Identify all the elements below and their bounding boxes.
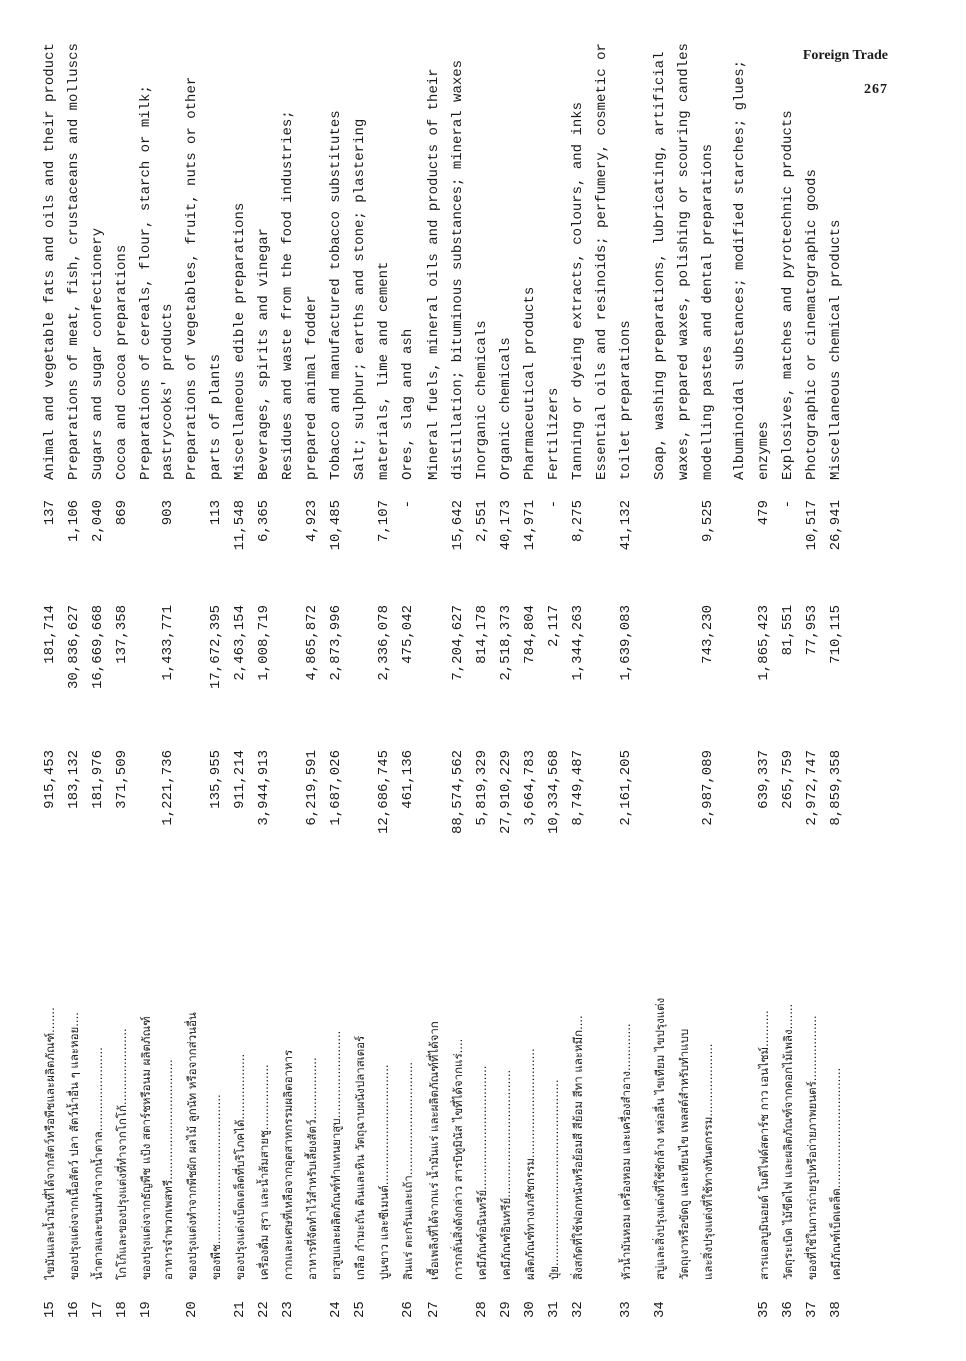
english-description: Salt; sulphur; earths and stone; plastering (352, 118, 368, 480)
row-number: 27 (426, 1301, 442, 1318)
row-number: 16 (66, 1301, 82, 1318)
row-number: 33 (618, 1301, 634, 1318)
english-description: Inorganic chemicals (474, 320, 490, 480)
value-baht: 814,178 (474, 605, 490, 664)
quantity-value: 2,972,747 (804, 750, 820, 826)
quantity-value: 12,686,745 (376, 750, 392, 835)
thai-description: สารแอลบูมินอยด์ โมดิไฟด์สตาร์ช กาว เอนไซม์.......... (757, 1010, 771, 1280)
quantity-value: 265,759 (780, 750, 796, 809)
quantity-value: 915,453 (42, 750, 58, 809)
value-other: 6,365 (256, 500, 272, 543)
row-number: 19 (138, 1301, 154, 1318)
quantity-value: 3,664,783 (522, 750, 538, 826)
thai-description: กากและเศษที่เหลือจากอุตสาหกรรมผลิตอาหาร (281, 1049, 295, 1280)
quantity-value: 1,687,026 (328, 750, 344, 826)
quantity-value: 135,955 (208, 750, 224, 809)
english-description: waxes, prepared waxes, polishing or scouring candles (676, 43, 692, 480)
value-baht: 2,117 (546, 605, 562, 648)
english-description: Albuminoidal substances; modified starches; glues; (732, 59, 748, 480)
row-number: 22 (256, 1301, 272, 1318)
thai-description: อาหารจำพวกเพสทรี................................. (161, 1059, 175, 1280)
value-baht: 4,865,872 (304, 605, 320, 681)
value-other: 869 (114, 500, 130, 526)
thai-description: หัวน้ำมันหอม เครื่องหอม และเครื่องสำอาง............. (619, 1023, 633, 1280)
thai-description: วัตถุเงาหรือขัดถู และเทียนไข เพลสต์สำหรับทำแบบ (677, 1028, 691, 1280)
english-description: materials, lime and cement (376, 261, 392, 480)
thai-description: การกลั่นสิ่งดังกล่าว สารบิทูมินัส ไขที่ได้จากแร่.... (451, 1038, 465, 1280)
value-other: 2,551 (474, 500, 490, 543)
value-baht: 2,336,078 (376, 605, 392, 681)
english-description: Preparations of vegetables, fruit, nuts or other (184, 76, 200, 480)
thai-description: โกโก้และของปรุงแต่งที่ทำจากโกโก้..................... (115, 1028, 129, 1280)
value-baht: 81,551 (780, 605, 796, 656)
row-number: 38 (828, 1301, 844, 1318)
quantity-value: 8,749,487 (570, 750, 586, 826)
value-other: 26,941 (828, 500, 844, 551)
thai-description: วัตถุระเบิด ไม้ขีดไฟ และผลิตภัณฑ์จากดอกไม้เพลิง....... (781, 1003, 795, 1280)
english-description: modelling pastes and dental preparations (700, 143, 716, 480)
thai-description: ของปรุงแต่งจากเนื้อสัตว์ ปลา สัตว์น้ำอื่น ๆ และหอย.... (67, 1012, 81, 1280)
row-number: 20 (184, 1301, 200, 1318)
row-number: 15 (42, 1301, 58, 1318)
value-baht: 17,672,395 (208, 605, 224, 690)
english-description: Mineral fuels, mineral oils and products of their (426, 68, 442, 480)
thai-description: สิ่งสกัดที่ใช้ฟอกหนังหรือย้อมสี สีย้อม สีทา และหมึก.... (571, 1015, 585, 1280)
thai-description: ปุ๋ย................................................... (547, 1079, 561, 1280)
quantity-value: 6,219,591 (304, 750, 320, 826)
value-baht: 1,639,083 (618, 605, 634, 681)
thai-description: ไขมันและน้ำมันที่ได้จากสัตว์หรือพืชและผลิตภัณฑ์....... (43, 1007, 57, 1280)
english-description: Fertilizers (546, 387, 562, 480)
thai-description: และสิ่งปรุงแต่งที่ใช้ทางทันตกรรม.................... (701, 1043, 715, 1280)
thai-description: เคมีภัณฑ์อินทรีย์................................... (499, 1069, 513, 1280)
row-number: 32 (570, 1301, 586, 1318)
row-number: 29 (498, 1301, 514, 1318)
quantity-value: 3,944,913 (256, 750, 272, 826)
value-baht: 7,204,627 (450, 605, 466, 681)
value-other: - (546, 500, 562, 509)
english-description: Soap, washing preparations, lubricating, artificial (652, 51, 668, 480)
english-description: Animal and vegetable fats and oils and their product (42, 43, 58, 480)
value-other: 1,106 (66, 500, 82, 543)
thai-description: สินแร่ ตะกรันและเถ้า............................... (401, 1061, 415, 1280)
value-baht: 181,714 (42, 605, 58, 664)
value-other: 11,548 (232, 500, 248, 551)
row-number: 28 (474, 1301, 490, 1318)
row-number: 21 (232, 1301, 248, 1318)
row-number: 24 (328, 1301, 344, 1318)
row-number: 34 (652, 1301, 668, 1318)
english-description: Essential oils and resinoids; perfumery, cosmetic or (594, 43, 610, 480)
value-baht: 1,008,719 (256, 605, 272, 681)
thai-description: ของปรุงแต่งจากธัญพืช แป้ง สตาร์ชหรือนม ผลิตภัณฑ์ (139, 1016, 153, 1280)
english-description: pastrycooks' products (160, 303, 176, 480)
english-description: prepared animal fodder (304, 295, 320, 480)
value-baht: 743,230 (700, 605, 716, 664)
value-other: 10,485 (328, 500, 344, 551)
english-description: Photographic or cinematographic goods (804, 169, 820, 480)
value-other: 9,525 (700, 500, 716, 543)
english-description: Cocoa and cocoa preparations (114, 244, 130, 480)
section-title: Foreign Trade (802, 48, 888, 63)
value-baht: 784,804 (522, 605, 538, 664)
english-description: parts of plants (208, 353, 224, 480)
value-other: 41,132 (618, 500, 634, 551)
value-other: 8,275 (570, 500, 586, 543)
quantity-value: 2,161,205 (618, 750, 634, 826)
thai-description: เครื่องดื่ม สุรา และน้ำส้มสายชู.................. (257, 1064, 271, 1280)
thai-description: ยาสูบและผลิตภัณฑ์ทำแทนยาสูบ........................ (329, 1030, 343, 1280)
value-baht: 16,669,668 (90, 605, 106, 690)
value-other: 4,923 (304, 500, 320, 543)
value-baht: 475,042 (400, 605, 416, 664)
value-baht: 77,953 (804, 605, 820, 656)
english-description: Explosives, matches and pyrotechnic products (780, 110, 796, 480)
value-baht: 2,873,996 (328, 605, 344, 681)
value-baht: 137,358 (114, 605, 130, 664)
value-other: 479 (756, 500, 772, 526)
value-baht: 2,463,154 (232, 605, 248, 681)
english-description: Pharmaceutical products (522, 286, 538, 480)
english-description: Residues and waste from the food industries; (280, 110, 296, 480)
thai-description: ของพืช......................................... (209, 1094, 223, 1280)
quantity-value: 911,214 (232, 750, 248, 809)
english-description: Preparations of meat, fish, crustaceans and molluscs (66, 43, 82, 480)
row-number: 26 (400, 1301, 416, 1318)
quantity-value: 181,976 (90, 750, 106, 809)
value-other: - (400, 500, 416, 509)
value-other: 137 (42, 500, 58, 526)
english-description: enzymes (756, 421, 772, 480)
english-description: Ores, slag and ash (400, 328, 416, 480)
row-number: 35 (756, 1301, 772, 1318)
english-description: Organic chemicals (498, 337, 514, 480)
value-baht: 710,115 (828, 605, 844, 664)
thai-description: น้ำตาลและขนมทำจากน้ำตาล....................... (91, 1047, 105, 1280)
quantity-value: 88,574,562 (450, 750, 466, 835)
english-description: Beverages, spirits and vinegar (256, 227, 272, 480)
thai-description: สบู่และสิ่งปรุงแต่งที่ใช้ซักล้าง หล่อลื่น ไขเทียม ไขปรุงแต่ง (653, 997, 667, 1280)
thai-description: เคมีภัณฑ์อนินทรีย์.................................. (475, 1065, 489, 1280)
english-description: Tanning or dyeing extracts, colours, and inks (570, 101, 586, 480)
english-description: toilet preparations (618, 320, 634, 480)
value-other: 10,517 (804, 500, 820, 551)
row-number: 36 (780, 1301, 796, 1318)
quantity-value: 183,132 (66, 750, 82, 809)
english-description: Miscellaneous chemical products (828, 219, 844, 480)
english-description: Preparations of cereals, flour, starch or milk; (138, 85, 154, 480)
english-description: distillation; bituminous substances; mineral waxes (450, 59, 466, 480)
thai-description: ปูนขาว และซีเมนต์................................. (377, 1064, 391, 1280)
thai-description: อาหารที่จัดทำไว้สำหรับเลี้ยงสัตว์................. (305, 1057, 319, 1280)
quantity-value: 5,819,329 (474, 750, 490, 826)
row-number: 18 (114, 1301, 130, 1318)
english-description: Miscellaneous edible preparations (232, 202, 248, 480)
quantity-value: 8,859,358 (828, 750, 844, 826)
value-baht: 2,518,373 (498, 605, 514, 681)
thai-description: เคมีภัณฑ์เบ็ดเตล็ด................................. (829, 1067, 843, 1280)
page-number: 267 (864, 82, 888, 97)
thai-description: ผลิตภัณฑ์ทางเภสัชกรรม.............................. (523, 1048, 537, 1280)
thai-description: ของปรุงแต่งทำจากพืชผัก ผลไม้ ลูกนัท หรือจากส่วนอื่น (185, 1012, 199, 1280)
value-baht: 1,344,263 (570, 605, 586, 681)
row-number: 23 (280, 1301, 296, 1318)
value-other: 7,107 (376, 500, 392, 543)
quantity-value: 10,334,568 (546, 750, 562, 835)
quantity-value: 639,337 (756, 750, 772, 809)
english-description: Tobacco and manufactured tobacco substitutes (328, 110, 344, 480)
row-number: 25 (352, 1301, 368, 1318)
thai-description: เกลือ กำมะถัน ดินและหิน วัตถุฉาบผนังปลาสเตอร์ (353, 1035, 367, 1280)
value-other: 903 (160, 500, 176, 526)
quantity-value: 1,221,736 (160, 750, 176, 826)
thai-description: ของที่ใช้ในการถ่ายรูปหรือถ่ายภาพยนตร์.................. (805, 1015, 819, 1280)
row-number: 30 (522, 1301, 538, 1318)
value-baht: 1,865,423 (756, 605, 772, 681)
quantity-value: 2,987,089 (700, 750, 716, 826)
value-other: 40,173 (498, 500, 514, 551)
value-other: - (780, 500, 796, 509)
english-description: Sugars and sugar confectionery (90, 227, 106, 480)
value-other: 14,971 (522, 500, 538, 551)
value-other: 2,040 (90, 500, 106, 543)
value-baht: 30,836,627 (66, 605, 82, 690)
quantity-value: 371,509 (114, 750, 130, 809)
thai-description: ของปรุงแต่งเบ็ดเตล็ดที่บริโภคได้.................. (233, 1053, 247, 1280)
quantity-value: 27,910,229 (498, 750, 514, 835)
value-other: 15,642 (450, 500, 466, 551)
row-number: 17 (90, 1301, 106, 1318)
value-baht: 1,433,771 (160, 605, 176, 681)
quantity-value: 461,136 (400, 750, 416, 809)
row-number: 31 (546, 1301, 562, 1318)
thai-description: เชื้อเพลิงที่ได้จากแร่ น้ำมันแร่ และผลิตภัณฑ์ที่ได้จาก (427, 1021, 441, 1280)
row-number: 37 (804, 1301, 820, 1318)
value-other: 113 (208, 500, 224, 526)
